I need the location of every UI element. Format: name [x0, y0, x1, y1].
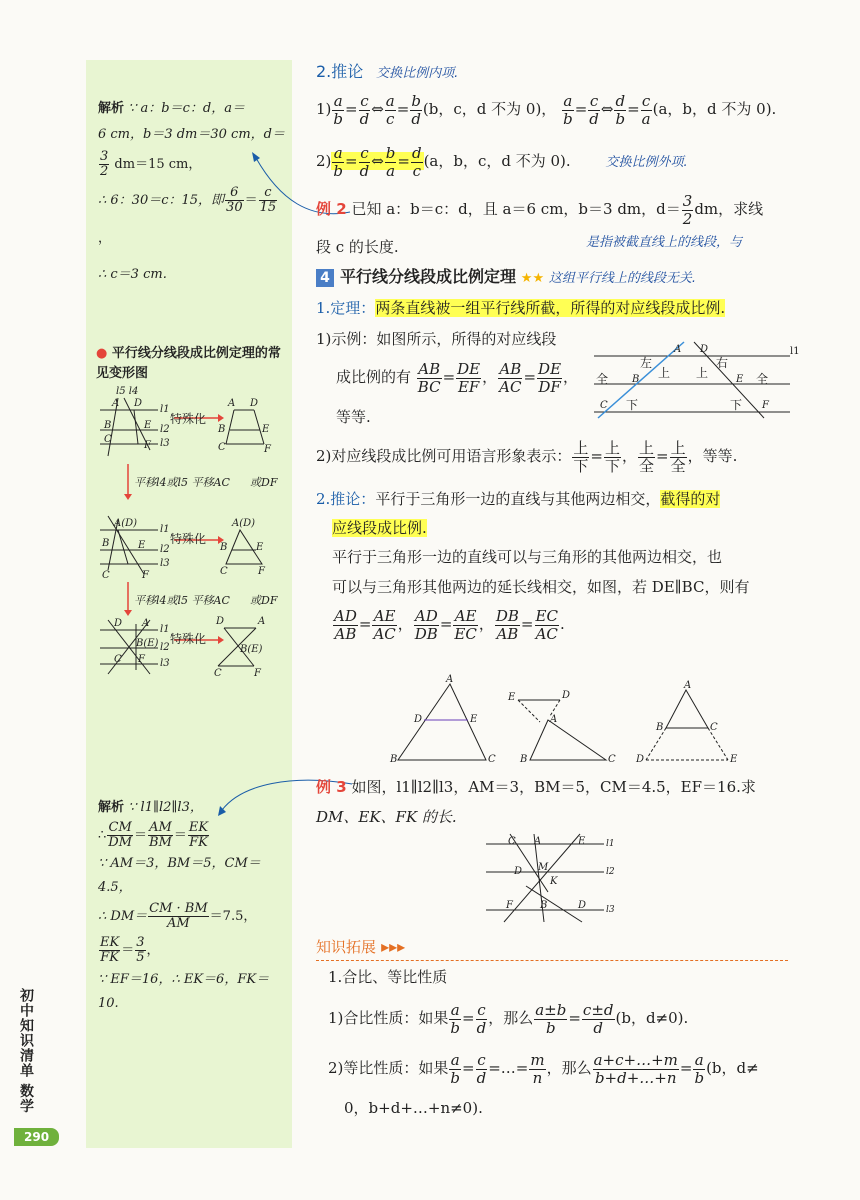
handwritten-note: 这组平行线上的线段无关.	[548, 271, 697, 286]
svg-text:M: M	[538, 862, 549, 873]
section-title: 知识拓展	[316, 938, 377, 956]
example-label: 例 3	[316, 778, 347, 796]
svg-text:A: A	[112, 398, 120, 409]
triangle-2	[507, 690, 616, 765]
svg-text:E: E	[144, 420, 152, 431]
main-content: 2.推论 交换比例内项. 1) $\frac{a}{b}$ = $\frac{c}{d}$ ⇔ $\frac{a}{c}$ = $\frac{b}{d}$ (b，c，d 不为 0)， $\frac{a}{b}$ = $\frac{c}{d}$ ⇔ $\frac{d}{b}$ = $\frac{c}{a}$ (a，b，d 不为 0). 2) $\frac{a}{b}$ = $\frac{c}{d}$ ⇔ $\frac{b}{a}$ = $\frac{d}{c}$ (a，b，c，d 不为 0). 交换比例外项. 例 2 已知 a：b＝c：d，且 a＝6 cm，b＝3 dm，d＝ $\frac{3}{2}$ dm，求线 段 c 的长度. 是指被截直线上的线段，与 4 平行线分线段成比例定理 ★★ 这组平行线上的线段无关. 1.定理：两条直线被一组平行线所截，所得的对应线段成比例. 1)示例：如图所示，所得的对应线段 成比例的有 $\frac{AB}{BC}$ = $\frac{DE}{EF}$ ， $\frac{AB}{AC}$ = $\frac{DE}{DF}$ ， 等等. 2)对应线段成比例可用语言形象表示： $\frac{\text{上}}{\text{下}}$ = $\frac{\text{上}}{\text{下}}$ ， $\frac{\text{上}}{\text{全}}$ = $\frac{\text{上}}{\text{全}}$ ，等等. 2.推论：平行于三角形一边的直线与其他两边相交，截得的对 应线段成比例. 平行于三角形一边的直线可以与三角形的其他两边相交，也 可以与三角形其他两边的延长线相交，如图，若 DE∥BC，则有 $\frac{AD}{AB}$ = $\frac{AE}{AC}$ ， $\frac{AD}{DB}$ = $\frac{AE}{EC}$ ， $\frac{DB}{AB}$ = $\frac{EC}{AC}$ .	[316, 58, 836, 646]
or-df-label: 或DF	[250, 594, 278, 607]
svg-text:E: E	[470, 714, 478, 725]
diagram-label: 上	[658, 366, 671, 380]
special-label: 特殊化	[170, 532, 207, 546]
svg-text:F: F	[506, 900, 513, 911]
bullet-icon: ●	[96, 346, 108, 361]
variant-diagram-3b	[214, 616, 265, 679]
svg-text:C: C	[608, 754, 616, 765]
variant-diagram-2b	[219, 518, 266, 577]
svg-text:F: F	[144, 440, 151, 451]
example-3-diagram	[486, 832, 636, 926]
section-4-heading: 4 平行线分线段成比例定理 ★★ 这组平行线上的线段无关.	[316, 262, 836, 292]
svg-text:C: C	[114, 654, 122, 665]
svg-text:B: B	[390, 754, 398, 765]
svg-text:l1: l1	[606, 839, 615, 849]
section-number: 4	[316, 269, 334, 287]
svg-text:B(E): B(E)	[136, 638, 159, 649]
svg-text:D: D	[562, 690, 571, 701]
analysis-line: 6 cm，b＝3 dm＝30 cm，d＝	[98, 127, 285, 142]
triangle-3	[635, 680, 738, 765]
variant-diagram-2	[100, 516, 170, 581]
svg-text:l2: l2	[160, 424, 170, 435]
svg-text:D: D	[250, 398, 259, 409]
variant-diagram-1b	[217, 398, 272, 455]
move-label: 平移l4或l5 平移AC	[134, 594, 230, 607]
analysis-line: ∴ 6：30＝c：15，即	[98, 193, 225, 208]
knowledge-extension: 知识拓展 ▸▸▸ 1.合比、等比性质 1)合比性质：如果 $\frac{a}{b}$ = $\frac{c}{d}$ ，那么 $\frac{a\pm b}{b}$ = $\frac{c\pm d}{d}$ (b，d≠0). 2)等比性质：如果 $\frac{a}{b}$ = $\frac{c}{d}$ =…= $\frac{m}{n}$ ，那么 $\frac{a+c+\dots+m}{b+d+\dots+n}$ = $\frac{a}{b}$ (b，d≠ 0，b+d+…+n≠0).	[316, 936, 788, 1123]
variant-diagram-3	[100, 618, 170, 674]
svg-text:l2: l2	[160, 642, 170, 653]
svg-text:A: A	[228, 398, 236, 409]
handwritten-note: 交换比例外项.	[605, 155, 688, 170]
svg-text:l2: l2	[160, 544, 170, 555]
svg-text:B: B	[520, 754, 528, 765]
svg-text:C: C	[488, 754, 496, 765]
svg-text:l3: l3	[606, 905, 615, 915]
analysis-line: dm＝15 cm，	[114, 157, 202, 172]
svg-text:l1: l1	[160, 624, 170, 635]
fraction: $\frac{6}{30}$	[226, 184, 243, 215]
or-df-label: 或DF	[250, 476, 278, 489]
svg-text:D: D	[636, 754, 645, 765]
svg-text:D: D	[414, 714, 423, 725]
analysis-block-2: 解析 ∵ l1∥l2∥l3， ∴ $\frac{CM}{DM}$ ＝ $\frac{AM}{BM}$ ＝ $\frac{EK}{FK}$ ∵ AM＝3，BM＝5，CM＝4.5， ∴ DM＝ $\frac{CM \cdot BM}{AM}$ ＝7.5， $\frac{EK}{FK}$ ＝ $\frac{3}{5}$ ， ∵ EF＝16，∴ EK＝6，FK＝10.	[98, 800, 270, 1011]
svg-text:D: D	[578, 900, 587, 911]
diagram-label: 右	[716, 356, 729, 370]
svg-text:l1: l1	[160, 404, 170, 415]
svg-text:B(E): B(E)	[240, 644, 263, 655]
triangle-diagrams	[384, 676, 794, 768]
svg-text:E: E	[730, 754, 738, 765]
special-label: 特殊化	[170, 412, 207, 426]
svg-text:B: B	[102, 538, 110, 549]
page-number: 290	[14, 1128, 59, 1146]
svg-text:B: B	[220, 542, 228, 553]
svg-text:B: B	[656, 722, 664, 733]
property-line-2: 2) $\frac{a}{b}$ = $\frac{c}{d}$ ⇔ $\frac{b}{a}$ = $\frac{d}{c}$ (a，b，c，d 不为 0). 交换比例外项.	[316, 144, 688, 180]
svg-text:F: F	[254, 668, 261, 679]
handwritten-note: 是指被截直线上的线段，与	[586, 235, 743, 250]
special-label: 特殊化	[170, 632, 207, 646]
example-3: 例 3 如图，l1∥l2∥l3，AM＝3，BM＝5，CM＝4.5，EF＝16.求 DM、EK、FK 的长.	[316, 778, 756, 826]
svg-text:C: C	[104, 434, 112, 445]
svg-text:D: D	[700, 344, 709, 355]
theorem-line: 1.定理：两条直线被一组平行线所截，所得的对应线段成比例.	[316, 299, 726, 317]
analysis-label: 解析	[98, 800, 125, 815]
arrow-down-icon	[124, 582, 132, 616]
svg-text:A: A	[550, 714, 558, 725]
diagram-label: 下	[626, 398, 639, 412]
svg-text:A: A	[674, 344, 682, 355]
diagram-label: 下	[730, 398, 743, 412]
svg-text:A(D): A(D)	[232, 518, 256, 529]
svg-text:F: F	[138, 654, 145, 665]
svg-text:l3: l3	[160, 558, 170, 569]
svg-text:l2: l2	[606, 867, 615, 877]
star-icon: ★★	[520, 271, 545, 286]
svg-text:A(D): A(D)	[114, 518, 138, 529]
svg-text:l3: l3	[160, 438, 170, 449]
fraction: $\frac{c}{15}$	[259, 184, 277, 215]
analysis-line: ∴ c＝3 cm.	[98, 267, 167, 282]
svg-text:l1: l1	[790, 346, 800, 357]
svg-text:C: C	[220, 566, 228, 577]
move-label: 平移l4或l5 平移AC	[134, 476, 230, 489]
svg-text:A: A	[684, 680, 692, 691]
arrow-down-icon	[124, 464, 132, 500]
svg-text:C: C	[214, 668, 222, 679]
variant-title: ● 平行线分线段成比例定理的常见变形图	[96, 346, 281, 381]
svg-text:A: A	[142, 618, 150, 629]
example-label: 例 2	[316, 200, 347, 218]
svg-text:E: E	[508, 692, 516, 703]
svg-text:l3: l3	[160, 658, 170, 669]
svg-text:C: C	[102, 570, 110, 581]
svg-text:C: C	[710, 722, 718, 733]
example-2: 例 2 已知 a：b＝c：d，且 a＝6 cm，b＝3 dm，d＝ $\frac{3}{2}$ dm，求线	[316, 192, 764, 228]
property-line-1: 1) $\frac{a}{b}$ = $\frac{c}{d}$ ⇔ $\frac{a}{c}$ = $\frac{b}{d}$ (b，c，d 不为 0)， $\frac{a}{b}$ = $\frac{c}{d}$ ⇔ $\frac{d}{b}$ = $\frac{c}{a}$ (a，b，d 不为 0).	[316, 92, 777, 128]
book-title: 初中知识清单 数学	[18, 988, 34, 1114]
triangle-1	[389, 674, 496, 765]
fraction: $\frac{3}{2}$	[100, 148, 109, 179]
svg-text:D: D	[514, 866, 523, 877]
svg-text:E: E	[256, 542, 264, 553]
svg-text:B: B	[540, 900, 548, 911]
svg-text:E: E	[138, 540, 146, 551]
svg-text:E: E	[578, 836, 586, 847]
svg-text:A: A	[534, 836, 542, 847]
analysis-block-1: 解析 ∵ a：b＝c：d，a＝ 6 cm，b＝3 dm＝30 cm，d＝ $\frac{3}{2}$ dm＝15 cm， ∴ 6：30＝c：15，即 $\frac{6}{30}$ ＝ $\frac{c}{15}$ ， ∴ c＝3 cm.	[98, 101, 285, 282]
svg-text:E: E	[262, 424, 270, 435]
diagram-label: 全	[596, 372, 609, 386]
svg-text:E: E	[736, 374, 744, 385]
analysis-label: 解析	[98, 101, 125, 116]
svg-text:l1: l1	[160, 524, 170, 535]
svg-text:B: B	[218, 424, 226, 435]
svg-text:B: B	[632, 374, 640, 385]
diagram-label: 左	[640, 356, 653, 370]
svg-text:C: C	[508, 836, 516, 847]
svg-text:F: F	[762, 400, 769, 411]
svg-text:B: B	[104, 420, 112, 431]
diagram-label: 全	[756, 372, 769, 386]
svg-text:D: D	[134, 398, 143, 409]
svg-text:K: K	[550, 876, 558, 887]
svg-text:D: D	[216, 616, 225, 627]
svg-text:D: D	[114, 618, 123, 629]
handwritten-note: 交换比例内项.	[376, 66, 459, 81]
svg-text:C: C	[218, 442, 226, 453]
svg-text:l5 l4: l5 l4	[116, 386, 139, 397]
svg-text:F: F	[258, 566, 265, 577]
svg-text:F: F	[264, 444, 271, 455]
analysis-line: ∵ a：b＝c：d，a＝	[128, 101, 245, 116]
svg-text:C: C	[600, 400, 608, 411]
svg-text:F: F	[142, 570, 149, 581]
svg-text:A: A	[258, 616, 266, 627]
infer2-title: 2.推论	[316, 62, 364, 81]
arrow-decoration-icon: ▸▸▸	[381, 937, 406, 956]
diagram-label: 上	[696, 366, 709, 380]
svg-text:A: A	[446, 674, 454, 685]
